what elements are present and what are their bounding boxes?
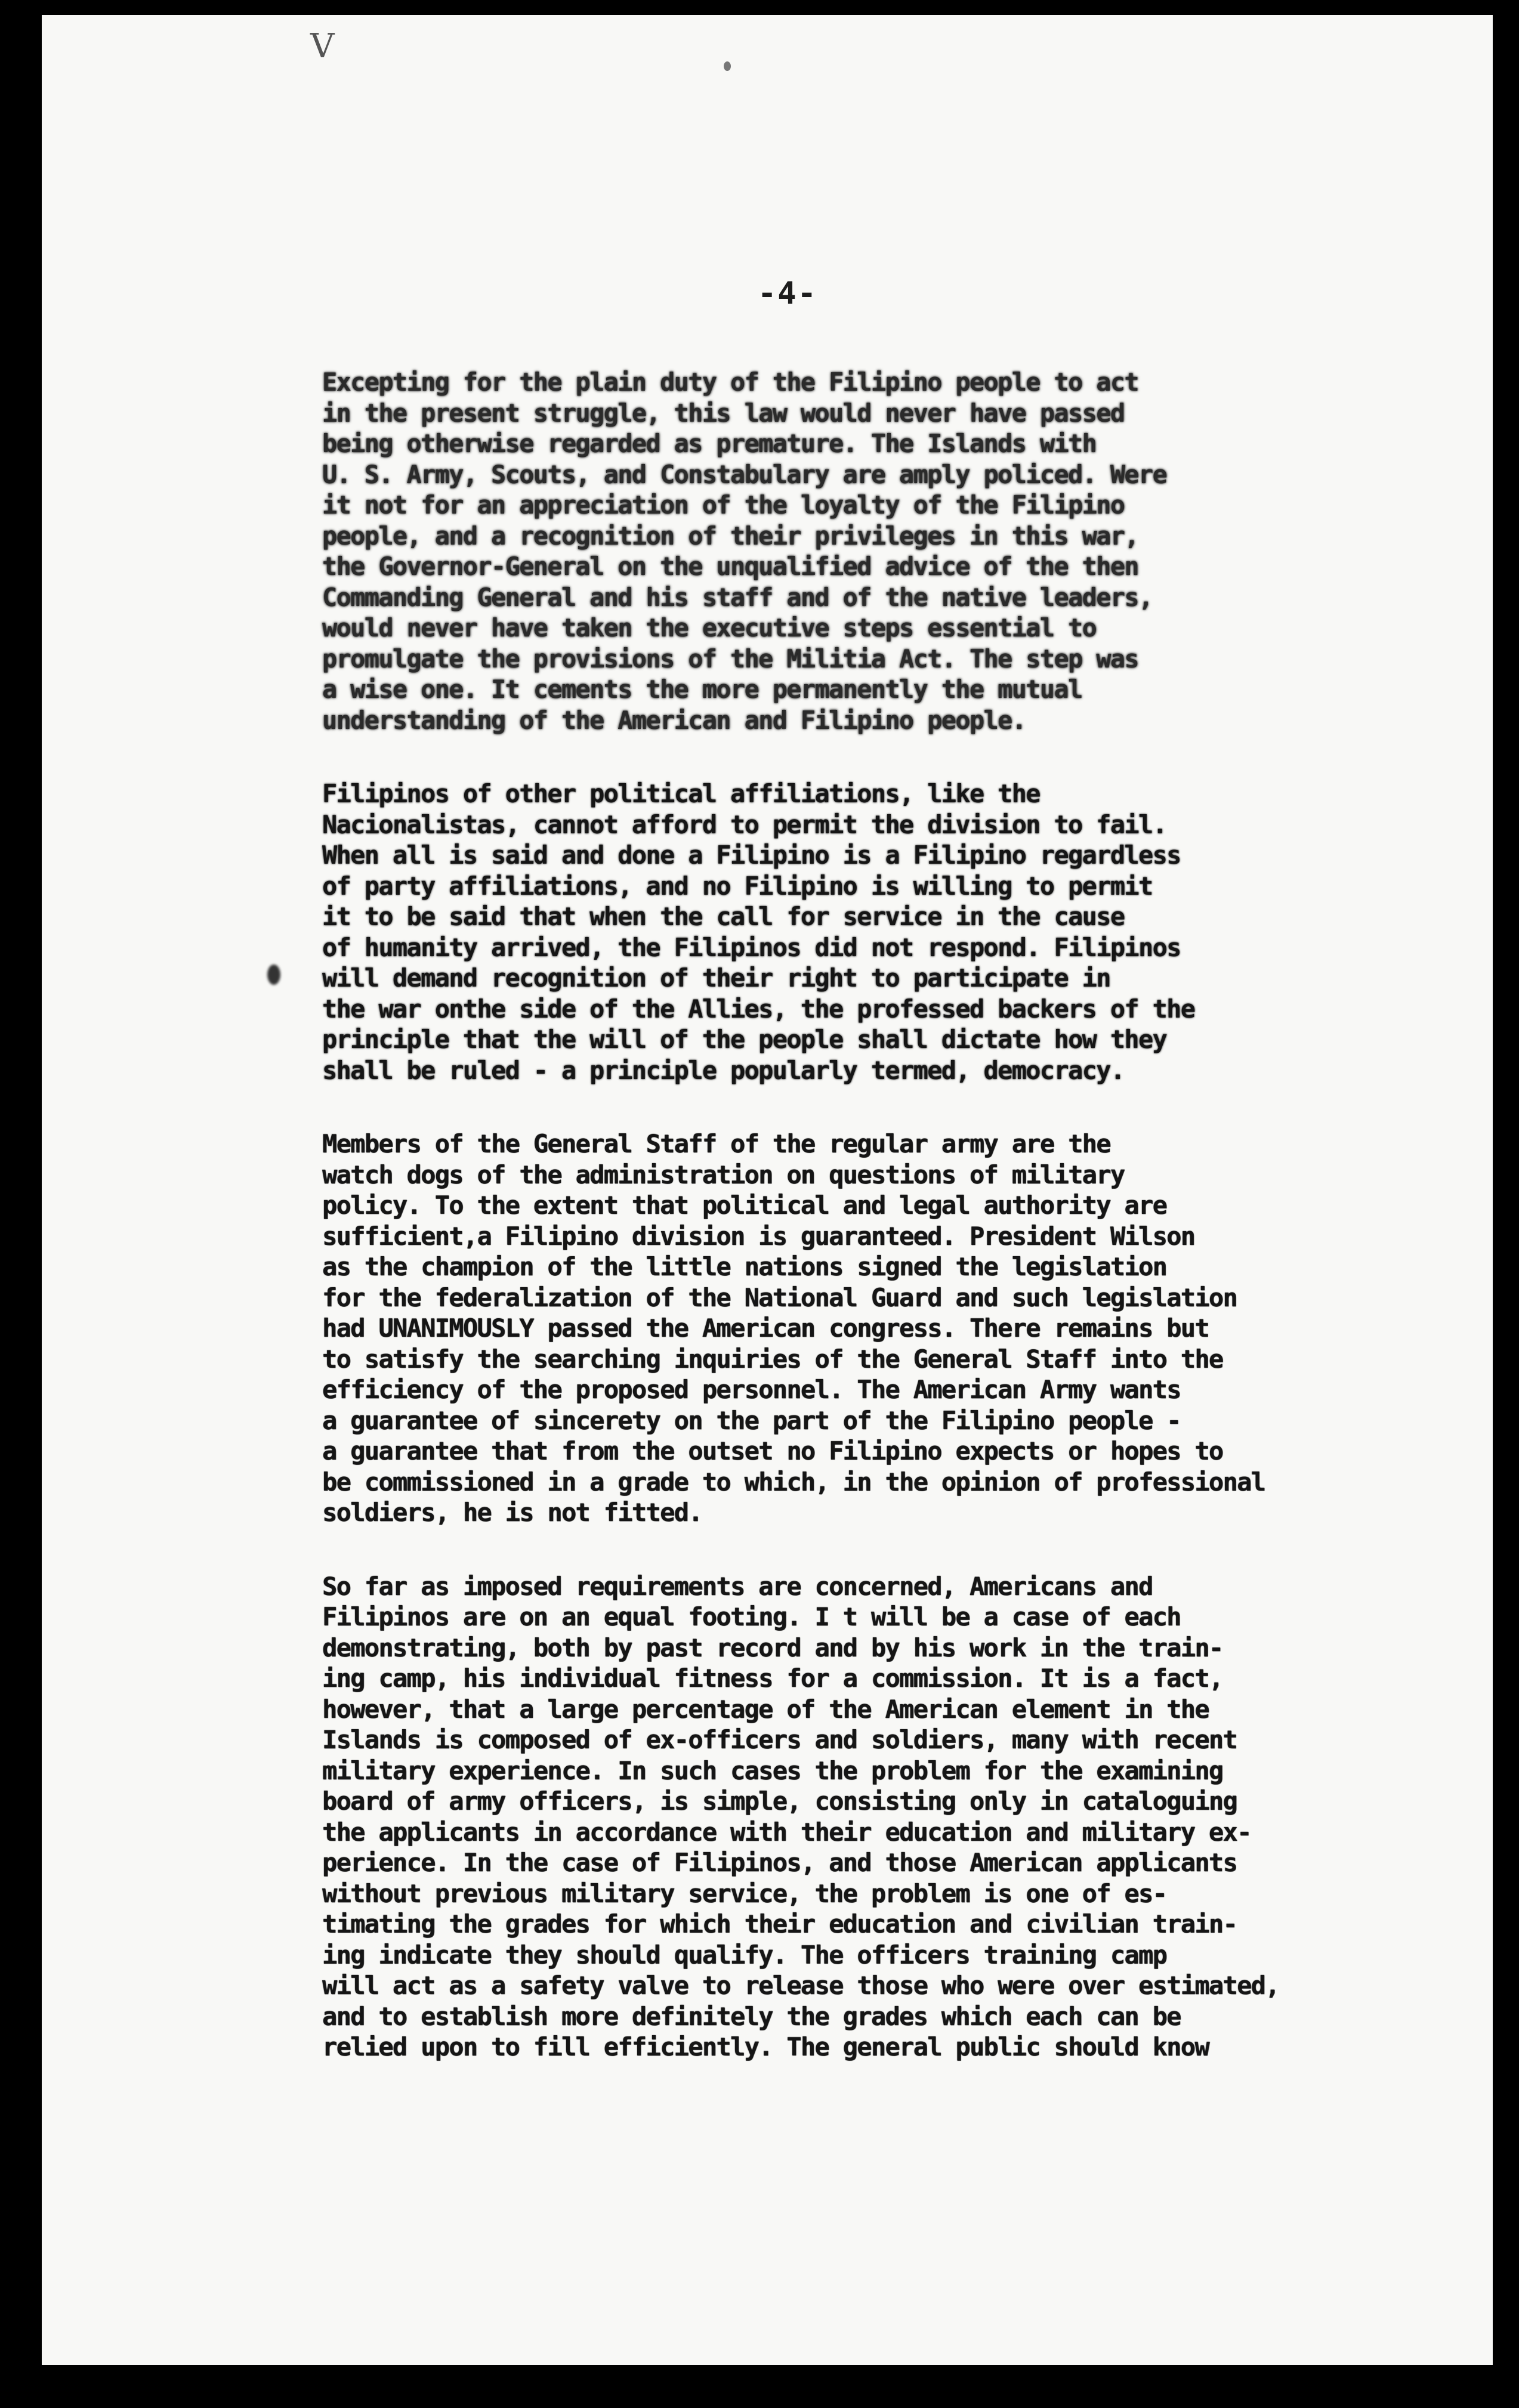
text-line: Filipinos are on an equal footing. I t will be a case of each bbox=[322, 1602, 1181, 1631]
text-line: and to establish more definitely the grades which each can be bbox=[322, 2001, 1181, 2031]
text-line: a wise one. It cements the more permanently the mutual bbox=[322, 675, 1082, 704]
text-line: soldiers, he is not fitted. bbox=[322, 1498, 702, 1527]
text-line: Members of the General Staff of the regular army are the bbox=[322, 1129, 1110, 1158]
text-line: would never have taken the executive steps essential to bbox=[322, 613, 1097, 642]
text-line: demonstrating, both by past record and by his work in the train- bbox=[322, 1633, 1223, 1662]
text-line: shall be ruled - a principle popularly termed, democracy. bbox=[322, 1055, 1125, 1085]
text-line: watch dogs of the administration on questions of military bbox=[322, 1160, 1125, 1189]
text-line: as the champion of the little nations signed the legislation bbox=[322, 1252, 1167, 1281]
text-line: understanding of the American and Filipino people. bbox=[322, 705, 1026, 735]
text-line: a guarantee of sincerety on the part of the Filipino people - bbox=[322, 1405, 1181, 1435]
text-line: be commissioned in a grade to which, in the opinion of professional bbox=[322, 1467, 1265, 1497]
text-line: to satisfy the searching inquiries of the General Staff into the bbox=[322, 1344, 1223, 1374]
text-line: being otherwise regarded as premature. The Islands with bbox=[322, 429, 1097, 458]
text-line: When all is said and done a Filipino is a Filipino regardless bbox=[322, 840, 1181, 870]
text-line: of humanity arrived, the Filipinos did not respond. Filipinos bbox=[322, 932, 1181, 962]
paragraph-2 bbox=[322, 778, 1456, 1086]
text-line: promulgate the provisions of the Militia Act. The step was bbox=[322, 644, 1138, 673]
text-line: the applicants in accordance with their education and military ex- bbox=[322, 1817, 1251, 1847]
text-line: people, and a recognition of their privileges in this war, bbox=[322, 521, 1138, 551]
text-line: a guarantee that from the outset no Filipino expects or hopes to bbox=[322, 1436, 1223, 1466]
text-line: So far as imposed requirements are concerned, Americans and bbox=[322, 1571, 1153, 1601]
ink-smudge bbox=[267, 965, 280, 985]
text-line: Islands is composed of ex-officers and soldiers, many with recent bbox=[322, 1725, 1237, 1754]
text-line: will act as a safety valve to release those who were over estimated, bbox=[322, 1971, 1279, 2000]
text-line: for the federalization of the National Guard and such legislation bbox=[322, 1282, 1237, 1312]
text-line: ing camp, his individual fitness for a commission. It is a fact, bbox=[322, 1664, 1223, 1693]
text-line: it not for an appreciation of the loyalty of the Filipino bbox=[322, 490, 1125, 520]
text-line: efficiency of the proposed personnel. The American Army wants bbox=[322, 1375, 1181, 1404]
text-line: military experience. In such cases the problem for the examining bbox=[322, 1755, 1223, 1785]
text-line: of party affiliations, and no Filipino is willing to permit bbox=[322, 871, 1153, 901]
text-line: the Governor-General on the unqualified advice of the then bbox=[322, 552, 1138, 581]
page-number: -4- bbox=[758, 276, 817, 311]
text-line: perience. In the case of Filipinos, and those American applicants bbox=[322, 1848, 1237, 1877]
text-line: sufficient,a Filipino division is guaranteed. President Wilson bbox=[322, 1221, 1195, 1251]
text-line: the war onthe side of the Allies, the professed backers of the bbox=[322, 994, 1195, 1024]
text-line: relied upon to fill efficiently. The general public should know bbox=[322, 2032, 1209, 2061]
paragraph-3 bbox=[322, 1129, 1456, 1528]
text-line: policy. To the extent that political and legal authority are bbox=[322, 1191, 1167, 1220]
text-line: Nacionalistas, cannot afford to permit the division to fail. bbox=[322, 809, 1167, 839]
text-line: board of army officers, is simple, consisting only in cataloguing bbox=[322, 1786, 1237, 1816]
paragraph-1 bbox=[322, 367, 1456, 735]
body-text bbox=[322, 367, 1456, 2106]
text-line: however, that a large percentage of the American element in the bbox=[322, 1694, 1209, 1724]
text-line: without previous military service, the problem is one of es- bbox=[322, 1878, 1167, 1908]
text-line: timating the grades for which their education and civilian train- bbox=[322, 1909, 1237, 1939]
text-line: in the present struggle, this law would never have passed bbox=[322, 398, 1125, 428]
text-line: it to be said that when the call for service in the cause bbox=[322, 902, 1125, 931]
text-line: had UNANIMOUSLY passed the American congress. There remains but bbox=[322, 1313, 1209, 1343]
text-line: Filipinos of other political affiliations, like the bbox=[322, 779, 1040, 808]
text-line: principle that the will of the people shall dictate how they bbox=[322, 1025, 1167, 1054]
text-line: will demand recognition of their right to participate in bbox=[322, 963, 1110, 993]
ink-dot bbox=[724, 61, 731, 71]
text-line: ing indicate they should qualify. The officers training camp bbox=[322, 1940, 1167, 1970]
paragraph-4 bbox=[322, 1571, 1456, 2063]
text-line: Excepting for the plain duty of the Filipino people to act bbox=[322, 367, 1138, 397]
text-line: U. S. Army, Scouts, and Constabulary are amply policed. Were bbox=[322, 459, 1167, 489]
text-line: Commanding General and his staff and of the native leaders, bbox=[322, 582, 1153, 612]
corner-mark: V bbox=[310, 27, 335, 66]
